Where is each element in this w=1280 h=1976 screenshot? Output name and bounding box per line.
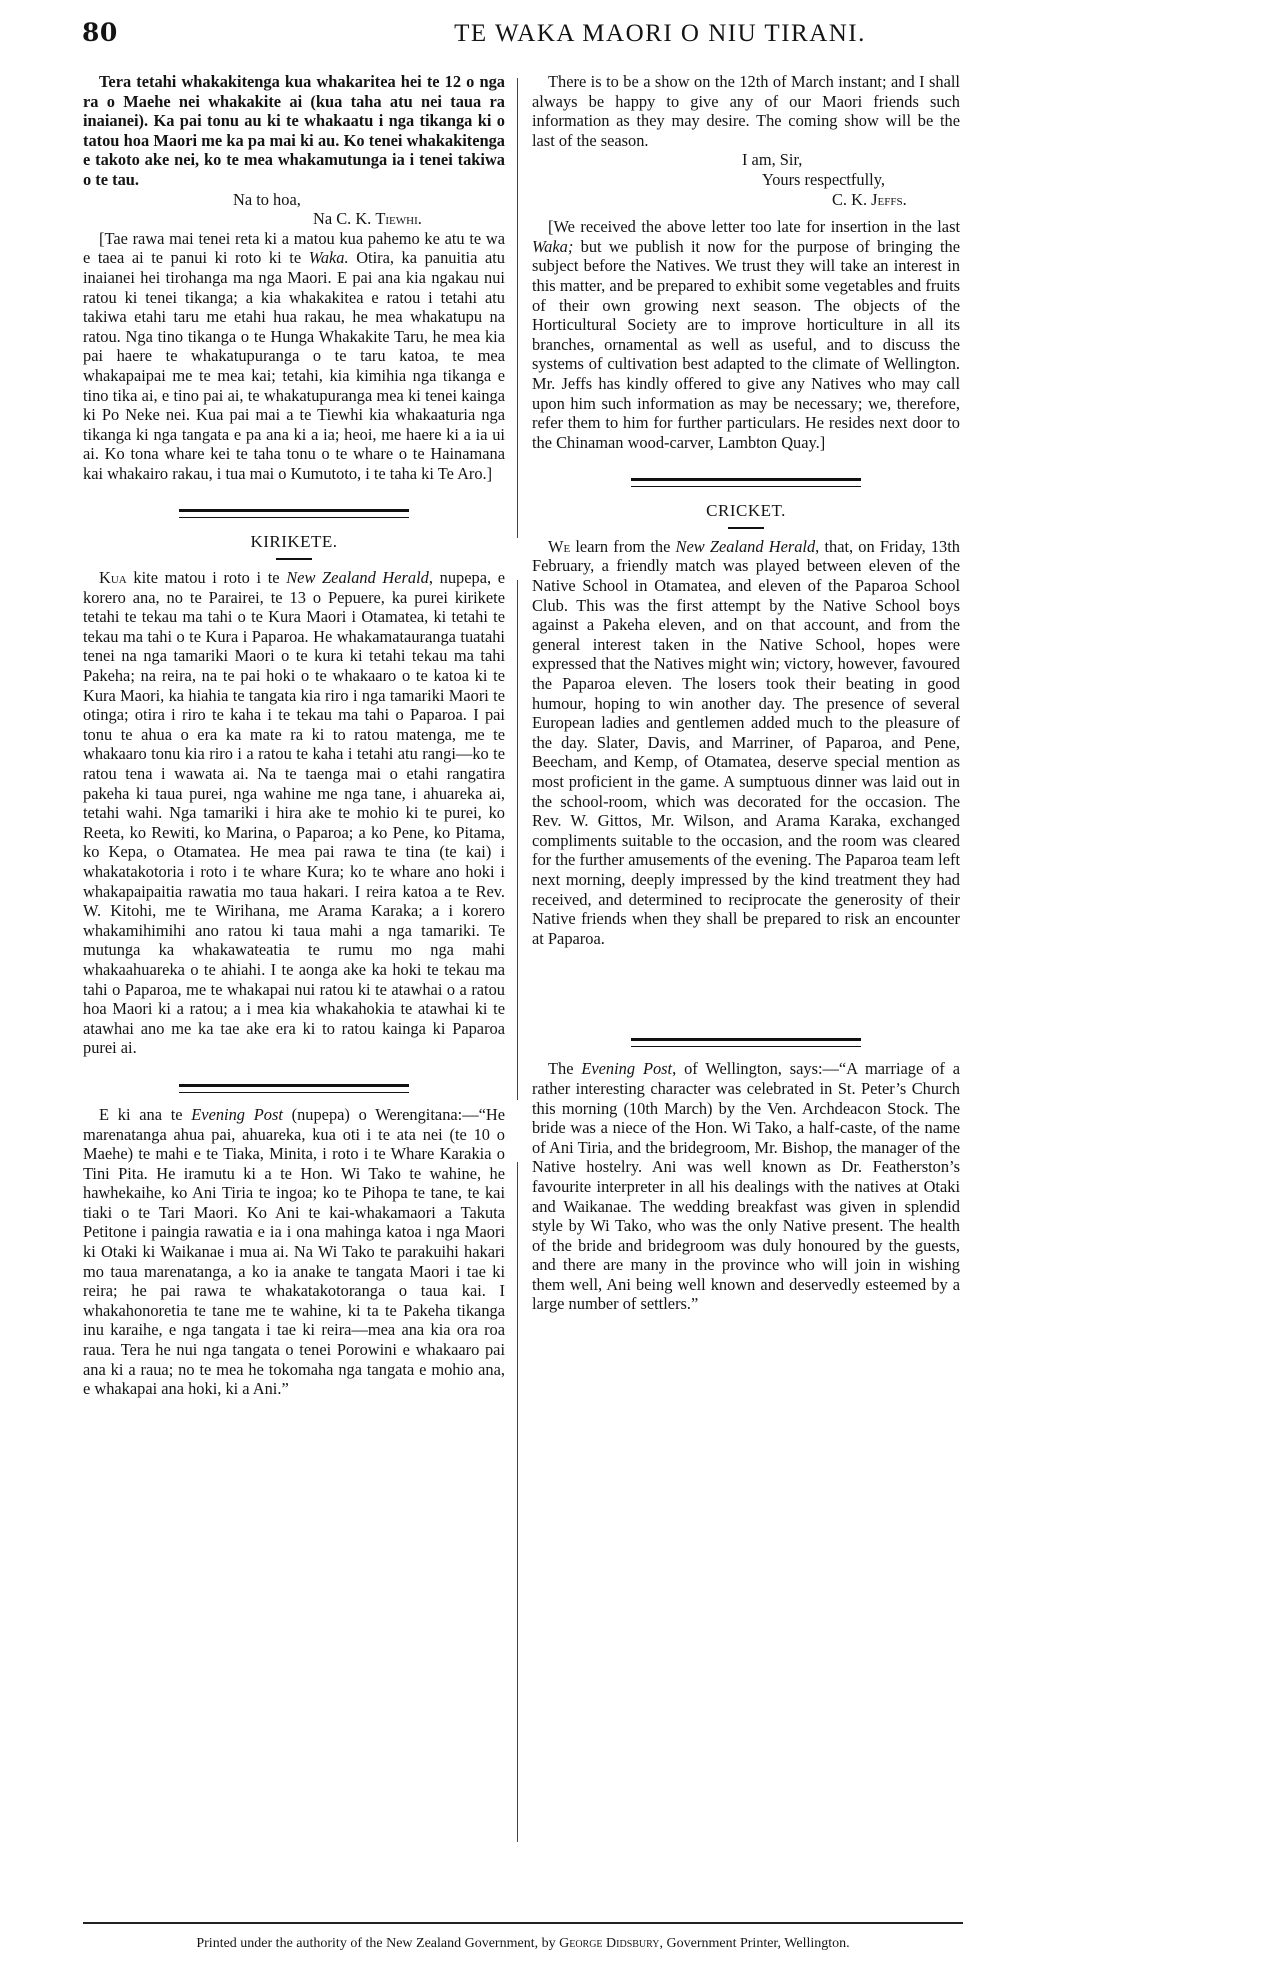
text-run: kite matou i roto i te bbox=[126, 568, 287, 588]
imprint-suffix: , Government Printer, Wellington. bbox=[659, 1936, 850, 1951]
letter-closing-2: Yours respectfully, bbox=[762, 169, 885, 189]
section-divider bbox=[179, 1084, 409, 1093]
text-run: but we publish it now for the purpose of bringing the subject before the Natives. We trust they will take an interest in this matter, and be prepared to exhibit some vegetables and fruits of their own growing next season. The objects of the Horticultural Society are to improve horticulture in all its branches, ornamental as well as useful, and to discuss the systems of cultivation best adapted to the climate of Wellington. Mr. Jeffs has kindly offered to give any Natives who may call upon him such information as may be necessary; we, therefore, refer them to him for further particulars. He resides next door to the Chinaman wood-carver, Lambton Quay.] bbox=[532, 236, 960, 452]
text-run: [Tae rawa mai tenei reta ki a matou kua pahemo ke atu te wa e taea ai te panui ki roto ki te bbox=[83, 228, 505, 268]
evening-post-english-article bbox=[532, 1059, 960, 1314]
heading-rule bbox=[728, 527, 764, 529]
text-run: , of Wellington, says:—“A marriage of a rather interesting character was celebrated in St. Peter’s Church this morning (10th March) by the Ven. Archdeacon Stock. The bride was a niece of the Hon. Wi Tako, a half-caste, of the name of Ani Tiria, and the bridegroom, Mr. Bishop, the manager of the Native hostelry. Ani was well known as Dr. Featherston’s favourite interpreter in all his dealings with the natives at Otaki and Waikanae. The wedding breakfast was given in splendid style by Wi Tako, who was the only Native present. The health of the bride and bridegroom was duly honoured by the guests, and there are many in the province who will join in wishing them well, Ani being well known and deservedly esteemed by a large number of settlers.” bbox=[532, 1059, 960, 1314]
italic-title: New Zealand Herald bbox=[675, 536, 816, 556]
text-run: , that, on Friday, 13th February, a friendly match was played between eleven of the Native School in Otamatea, and eleven of the Paparoa School Club. This was the first attempt by the Native School boys against a Pakeha eleven, and on that account, and from the general interest taken in the Native School, hopes were expressed that the Natives might win; victory, however, favoured the Paparoa eleven. The losers took their beating in good humour, hoping to win another day. The presence of several European ladies and gentlemen added much to the pleasure of the day. Slater, Davis, and Marriner, of Paparoa, and Pene, Beecham, and Kemp, of Otamatea, deserve special mention as most proficient in the game. A sumptuous dinner was laid out in the school-room, which was decorated for the occasion. The Rev. W. Gittos, Mr. Wilson, and Arama Karaka, exchanged compliments suitable to the occasion, and the room was cleared for the further amusements of the evening. The Paparoa team left next morning, deeply impressed by the kind treatment they had received, and determined to reciprocate the generosity of their Native friends when they shall be prepared to risk an encounter at Paparoa. bbox=[532, 536, 960, 948]
column-divider bbox=[517, 78, 518, 538]
right-column bbox=[532, 72, 960, 1314]
cricket-heading: CRICKET. bbox=[706, 501, 786, 521]
heading-rule bbox=[276, 558, 312, 560]
letter-signature: C. K. Jeffs. bbox=[832, 189, 907, 209]
italic-title: Evening Post bbox=[581, 1059, 673, 1079]
printer-name: George Didsbury bbox=[559, 1936, 660, 1951]
section-divider bbox=[179, 509, 409, 518]
english-editor-note bbox=[532, 217, 960, 452]
small-caps-lead: Kua bbox=[99, 568, 127, 588]
letter-signature bbox=[83, 209, 505, 229]
evening-post-maori-article bbox=[83, 1105, 505, 1399]
text-run: learn from the bbox=[570, 536, 676, 556]
text-run: Otira, ka panuitia atu inaianei hei tirohanga ma nga Maori. E pai ana kia ngakau nui ratou ki tenei tikanga; a kia whakakitea e ratou i tetahi atu takiwa etahi taru me etahi hua rakau, he mea whakatupu na ratou. Nga tino tikanga o te Hunga Whakakite Taru, he mea kia pai haere te whakatupuranga o te taru katoa, te mea whakapaipai me te mea kai; tetahi, kia kimihia nga tikanga e tino tika ai, e tino pai ai, te whakatupuranga mea ki tenei kainga ki Po Neke nei. Kua pai mai a te Tiewhi kia whakaaturia nga tikanga ki nga tangata e pa ana ki a ia; heoi, me haere ki a ia ui ai. Ko tona whare kei te taha tonu o te whare o te Hainamana kai whakairo rakau, i tua mai o Kumutoto, i te taha ki Te Aro.] bbox=[83, 248, 505, 483]
section-divider bbox=[631, 1038, 861, 1047]
left-column bbox=[83, 72, 505, 1399]
italic-title: New Zealand Herald bbox=[286, 568, 429, 588]
text-run: E ki ana te bbox=[99, 1104, 192, 1124]
signature-name: Tiewhi. bbox=[375, 209, 422, 229]
footer-rule bbox=[83, 1922, 963, 1924]
column-divider bbox=[517, 1162, 518, 1842]
letter-closing-1: I am, Sir, bbox=[742, 150, 803, 170]
kirikete-heading: KIRIKETE. bbox=[250, 532, 338, 552]
italic-title: Waka. bbox=[308, 248, 349, 268]
column-divider bbox=[517, 580, 518, 1100]
small-caps-lead: We bbox=[548, 536, 571, 556]
text-run: The bbox=[548, 1059, 582, 1079]
signature-prefix: Na C. K. bbox=[313, 209, 376, 229]
text-run: (nupepa) o Werengitana:—“He marenatanga ahua pai, ahuareka, kua oti i te ata nei (te 10 o Maehe) te mahi e te Tiaka, Minita, i roto i te Whare Karakia o Tini Pita. He iramutu ki a te Hon. Wi Tako te wahine, he hawhekaihe, ko Ani Tiria te ingoa; ko te Pihopa te tane, te kai tiaki o te Tari Maori. Ko Ani te kai-whakamaori a Takuta Petitone i paingia rawatia e ia i ona mahinga katoa i nga Maori ki Otaki ki Waikanae i mua ai. Na Wi Tako te parakuihi hakari mo taua marenatanga, a ko ia anake te tangata Maori i tae ki reira; he pai rawa te whakatakotoranga o taua kai. I whakahonoretia te tane me te wahine, ki ta te Pakeha tikanga inu karaihe, e nga tangata i tae ki reira—mea ana kia ora roa raua. Tera he nui nga tangata o tenei Porowini e whakaaro pai ana ki a raua; no te mea he tokomaha nga tangata e mohio ana, e whakapai ana hoki, ki a Ani.” bbox=[83, 1104, 505, 1399]
text-run: , nupepa, e korero ana, no te Parairei, te 13 o Pepuere, ka purei kirikete tetahi te tekau ma tahi o te Kura Maori i Otamatea, ki tetahi te tekau ma tahi o te Kura i Paparoa. He whakamatauranga tuatahi tenei na nga tamariki Maori o te kura ki tetahi tekau ma tahi Pakeha; na reira, na te pai hoki o te whakaaro o te katoa ki te Kura Maori, ka hiahia te tangata kia riro i nga tamariki Maori te otinga; otira i riro te kaha i te tekau ma tahi o Paparoa. I pai tonu te ahua o era ka mate ra ki to ratou matenga, me te whakaaro tonu kia riro i a ratou te kaha i tetahi atu rangi—ko te ratou tena i wawata ai. Na te taenga mai o etahi rangatira pakeha ki taua purei, nga wahine me nga tane, i ahuareka ai, tetahi wahi. Nga tamariki i hira ake te mohio ki te purei, ko Reeta, ko Rewiti, ko Marina, o Paparoa; a ko Pene, ko Pitama, ko Kepa, o Otamatea. He mea pai rawa te tina (te kai) i whakatakotoria i roto i te whare Kura; ko te whare ano hoki i whakapaipaitia rawatia mo taua hakari. I reira katoa a te Rev. W. Kitohi, me te Wirihana, me Arama Karaka; a i korero whakamihimihi ano ratou ki taua mahi a nga tamariki. Te mutunga ka whakawateatia te rumu mo nga mahi whakaahuareka o te ahiahi. I te aonga ake ka hoki te tekau ma tahi o Paparoa, me te whakapai nui ratou ki te atawhai o a ratou hoa Maori ki a ratou; a i mea kia whakahokia te atawhai ki te atawhai ano me ka tae ake era ki to ratou kainga ki Paparoa purei ai. bbox=[83, 568, 505, 1058]
imprint-prefix: Printed under the authority of the New Zealand Government, by bbox=[196, 1936, 560, 1951]
kirikete-article bbox=[83, 568, 505, 1058]
english-letter-paragraph: There is to be a show on the 12th of March instant; and I shall always be happy to give any of our Maori friends such information as they may desire. The coming show will be the last of the season. bbox=[532, 72, 960, 150]
maori-letter-paragraph: Tera tetahi whakakitenga kua whakaritea hei te 12 o nga ra o Maehe nei whakakite ai (kua taha atu nei taua ra inaianei). Ka pai tonu au ki te whakaatu i nga tikanga ki o tatou hoa Maori me ka pa mai ki au. Ko tenei whakakitenga e takoto ake nei, ko te mea whakamutunga ia i tenei takiwa o te tau. bbox=[83, 72, 505, 189]
letter-closing: Na to hoa, bbox=[233, 189, 301, 209]
text-run: [We received the above letter too late for insertion in the last bbox=[548, 217, 960, 237]
cricket-article bbox=[532, 537, 960, 948]
printer-imprint bbox=[83, 1936, 963, 1952]
italic-title: Evening Post bbox=[191, 1104, 283, 1124]
italic-title: Waka; bbox=[532, 236, 574, 256]
section-divider bbox=[631, 478, 861, 487]
maori-editor-note bbox=[83, 229, 505, 484]
running-title: TE WAKA MAORI O NIU TIRANI. bbox=[454, 20, 866, 47]
page-number: 80 bbox=[82, 18, 118, 47]
